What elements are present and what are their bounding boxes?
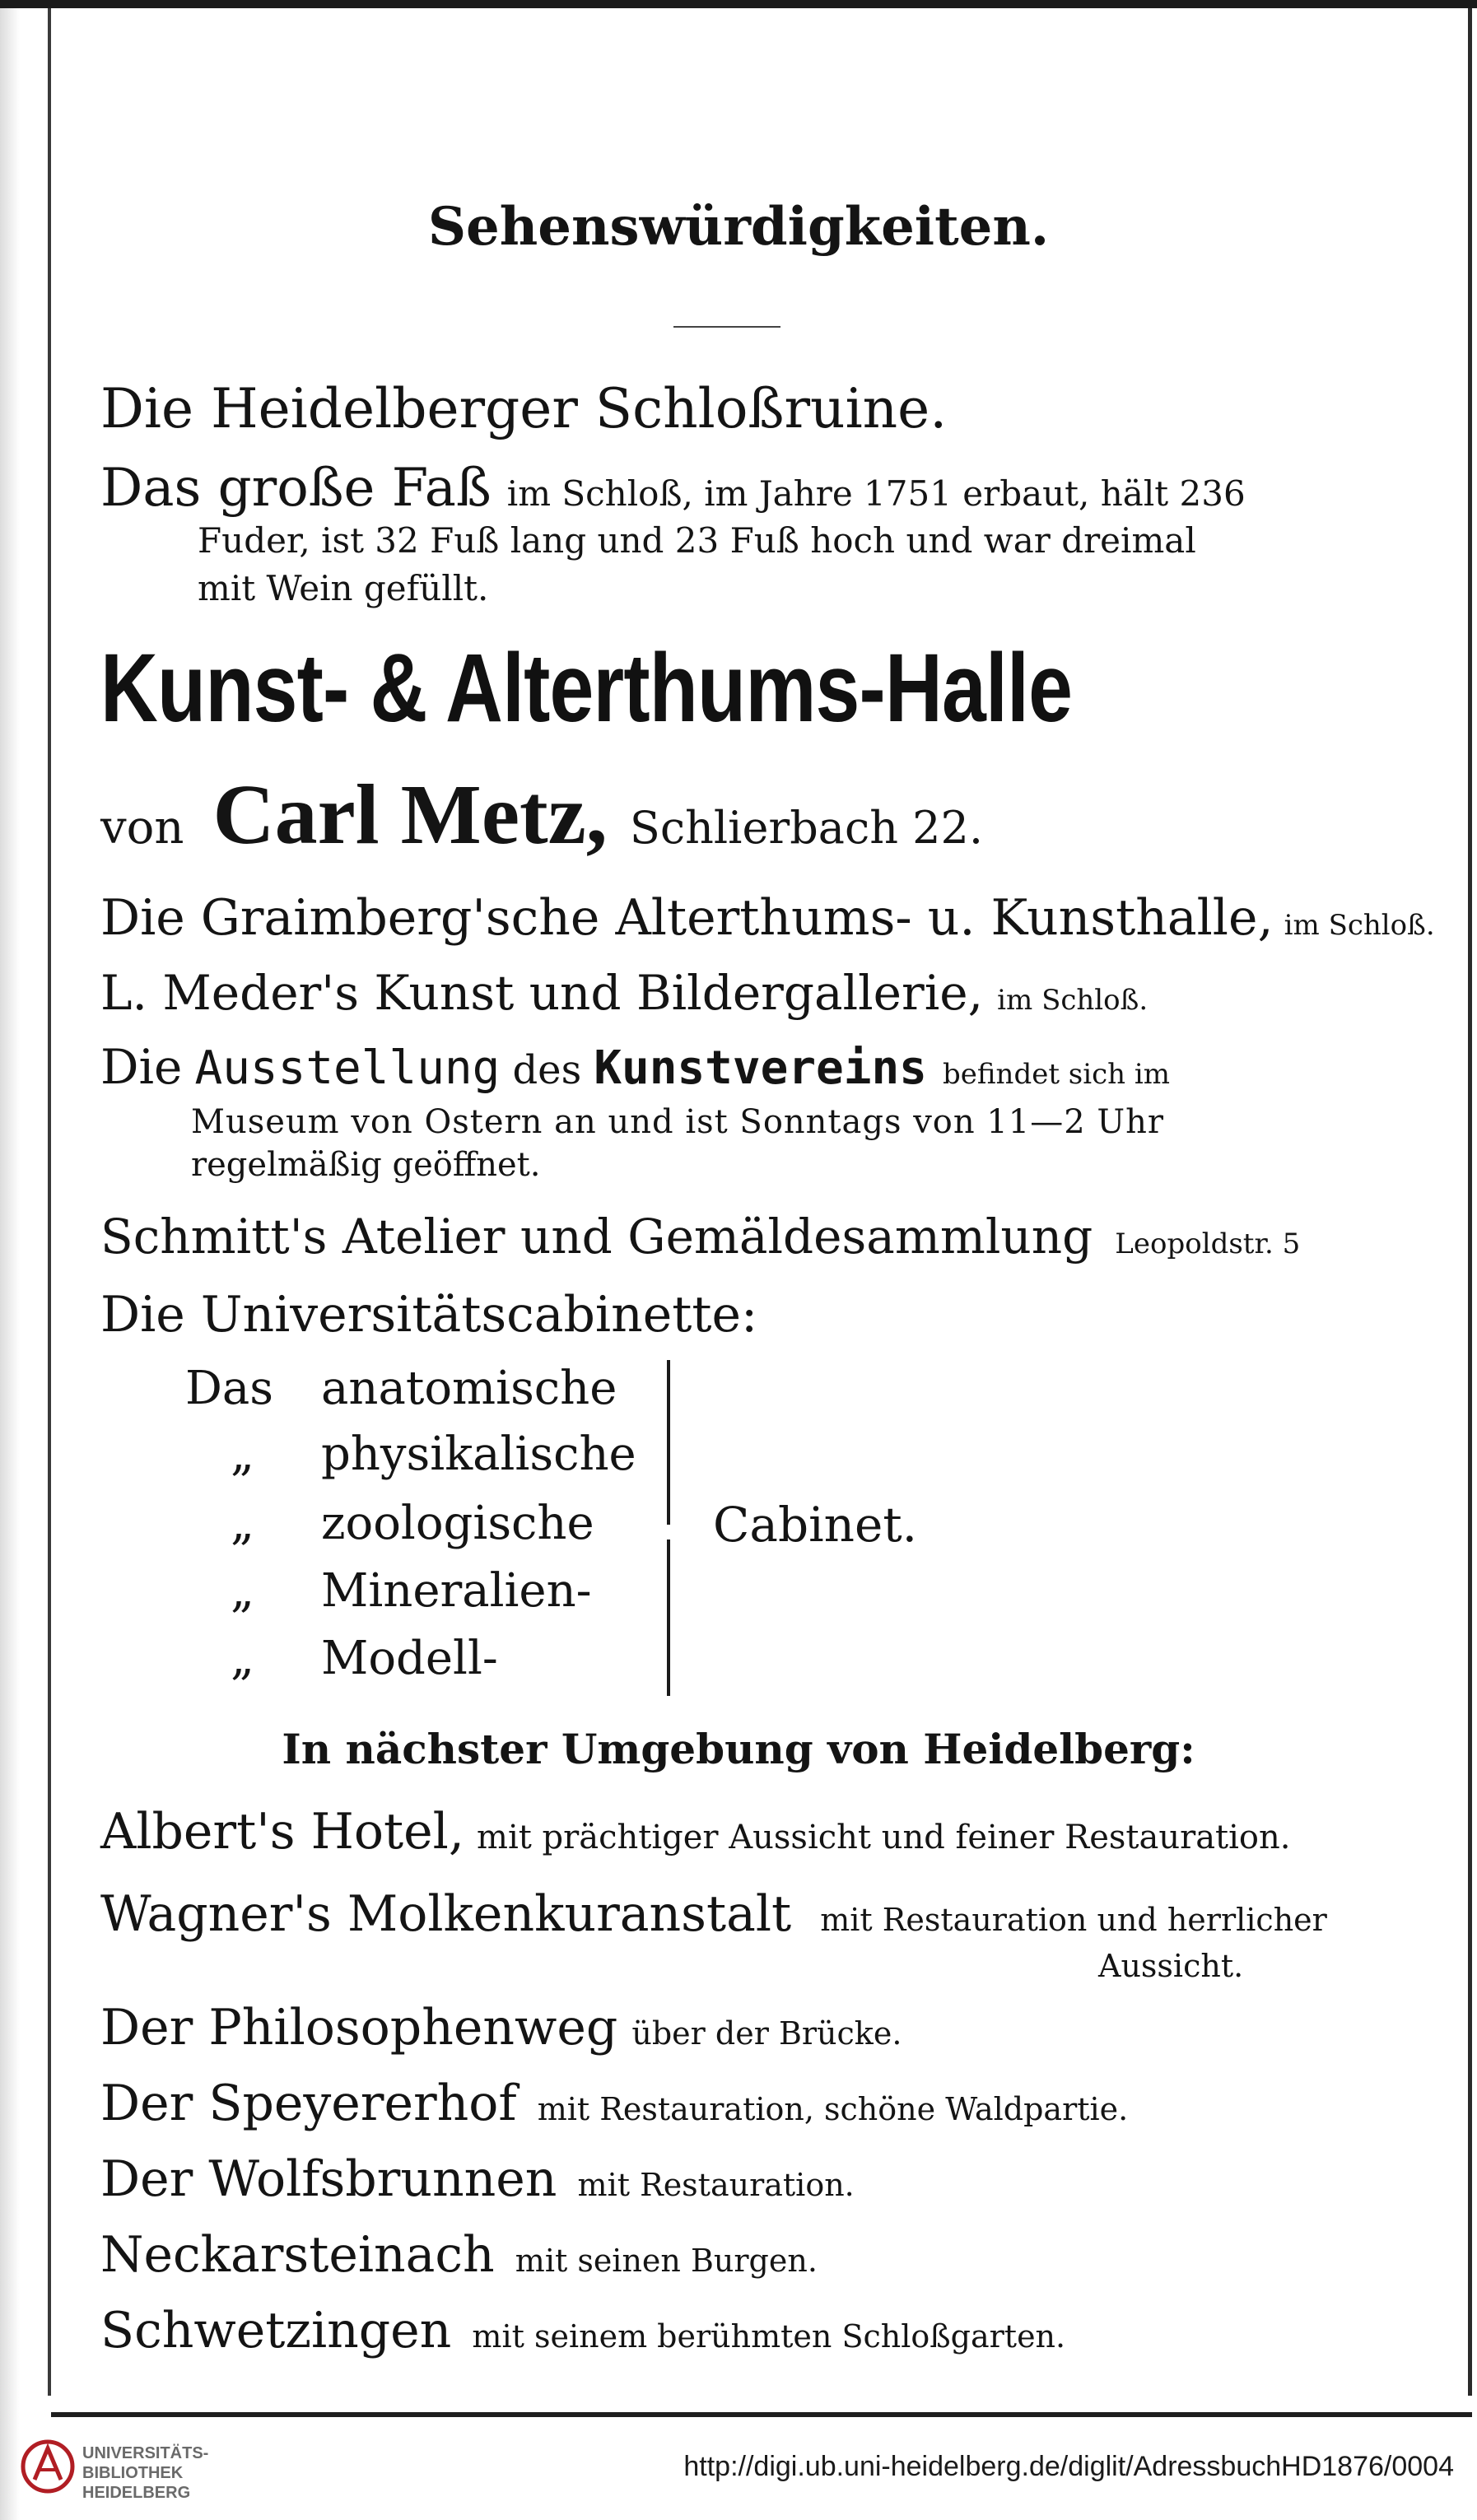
entry-wagner: [100, 1885, 1327, 1943]
cabinet-prefix: „: [231, 1632, 255, 1685]
cabinet-prefix: „: [231, 1428, 255, 1481]
ausst-line-1: befindet sich im: [942, 1058, 1170, 1091]
surroundings-heading: In nächster Umgebung von Heidelberg:: [282, 1725, 1195, 1773]
entry-wolfsbrunnen: [100, 2150, 855, 2208]
fass-lead: Das große Faß: [100, 458, 492, 519]
wagner-rest: mit Restauration und herrlicher: [820, 1902, 1327, 1938]
philo-lead: Der Philosophenweg: [100, 1999, 618, 2057]
schwetz-rest: mit seinem berühmten Schloßgarten.: [472, 2318, 1066, 2355]
cabinet-prefix: „: [231, 1497, 255, 1550]
neckar-rest: mit seinen Burgen.: [515, 2243, 818, 2279]
logo-line: BIBLIOTHEK: [82, 2464, 184, 2482]
advert-name: Carl Metz,: [212, 767, 608, 862]
library-logo-text: [82, 2443, 208, 2503]
fass-line-2: Fuder, ist 32 Fuß lang und 23 Fuß hoch und war dreimal: [198, 520, 1196, 561]
meder-location: im Schloß.: [997, 984, 1149, 1017]
graimberg-location: im Schloß.: [1284, 909, 1435, 942]
heading-divider: [673, 326, 780, 328]
cabinet-item: zoologische: [321, 1497, 594, 1550]
schmitt-lead: Schmitt's Atelier und Gemäldesammlung: [100, 1209, 1093, 1265]
fass-line-3: mit Wein gefüllt.: [198, 568, 489, 608]
albert-rest: mit prächtiger Aussicht und feiner Restauration.: [477, 1819, 1291, 1856]
cabinet-item: Mineralien-: [321, 1564, 592, 1618]
wolf-lead: Der Wolfsbrunnen: [100, 2150, 557, 2208]
library-logo-icon: [18, 2435, 77, 2501]
schwetz-lead: Schwetzingen: [100, 2302, 452, 2359]
ausst-word: Ausstellung: [194, 1041, 501, 1095]
entry-schlossruine: Die Heidelberger Schloßruine.: [100, 377, 948, 440]
advert-address: Schlierbach 22.: [629, 802, 984, 854]
page-left-border: [48, 8, 51, 2396]
advert-von: von: [100, 801, 184, 855]
entry-neckarsteinach: [100, 2226, 818, 2284]
cabinet-prefix: Das: [185, 1362, 274, 1415]
speyer-lead: Der Speyererhof: [100, 2075, 517, 2132]
ausst-verein: Kunstvereins: [594, 1041, 927, 1095]
entry-speyererhof: [100, 2075, 1128, 2132]
entry-albert: [100, 1803, 1290, 1861]
cabinet-prefix: „: [231, 1564, 255, 1618]
entry-fass: [100, 458, 1246, 519]
entry-universitaetscabinette: Die Universitätscabinette:: [100, 1286, 758, 1344]
meder-lead: L. Meder's Kunst und Bildergallerie,: [100, 965, 984, 1021]
cabinet-item: Modell-: [321, 1632, 498, 1685]
entry-schwetzingen: [100, 2302, 1065, 2359]
graimberg-lead: Die Graimberg'sche Alterthums- u. Kunsthalle,: [100, 889, 1274, 947]
ausst-die: Die: [100, 1039, 183, 1095]
entry-schmitt: [100, 1209, 1300, 1265]
ausst-line-2: Museum von Ostern an und ist Sonntags von 11—2 Uhr: [191, 1103, 1165, 1141]
wagner-rest-2: Aussicht.: [1098, 1948, 1244, 1984]
logo-line: UNIVERSITÄTS-: [82, 2444, 209, 2462]
wagner-lead: Wagner's Molkenkuranstalt: [100, 1885, 792, 1943]
albert-lead: Albert's Hotel,: [100, 1803, 464, 1861]
entry-philosophenweg: [100, 1999, 902, 2057]
page-right-border: [1468, 8, 1472, 2396]
schmitt-address: Leopoldstr. 5: [1115, 1227, 1301, 1260]
entry-meder: [100, 965, 1148, 1021]
cabinet-item: physikalische: [321, 1428, 636, 1481]
logo-line: HEIDELBERG: [82, 2484, 191, 2502]
cabinet-item: anatomische: [321, 1362, 617, 1415]
page-heading: Sehenswürdigkeiten.: [427, 196, 1050, 258]
scan-shadow: [0, 8, 20, 2520]
ausst-des: des: [512, 1047, 582, 1093]
entry-graimberg: [100, 889, 1435, 947]
source-url-link[interactable]: http://digi.ub.uni-heidelberg.de/diglit/AdressbuchHD1876/0004: [683, 2451, 1454, 2482]
page-top-border: [0, 0, 1477, 8]
wolf-rest: mit Restauration.: [577, 2167, 855, 2203]
neckar-lead: Neckarsteinach: [100, 2226, 495, 2284]
ausst-line-3: regelmäßig geöffnet.: [191, 1146, 541, 1184]
speyer-rest: mit Restauration, schöne Waldpartie.: [537, 2091, 1129, 2127]
page-bottom-border: [51, 2412, 1472, 2417]
advert-owner: [100, 766, 983, 864]
entry-ausstellung: [100, 1039, 1170, 1095]
fass-line-1: im Schloß, im Jahre 1751 erbaut, hält 236: [506, 473, 1246, 514]
cabinet-label: Cabinet.: [713, 1497, 918, 1553]
advert-title: Kunst- & Alterthums-Halle: [100, 634, 1073, 743]
philo-rest: über der Brücke.: [631, 2015, 902, 2052]
